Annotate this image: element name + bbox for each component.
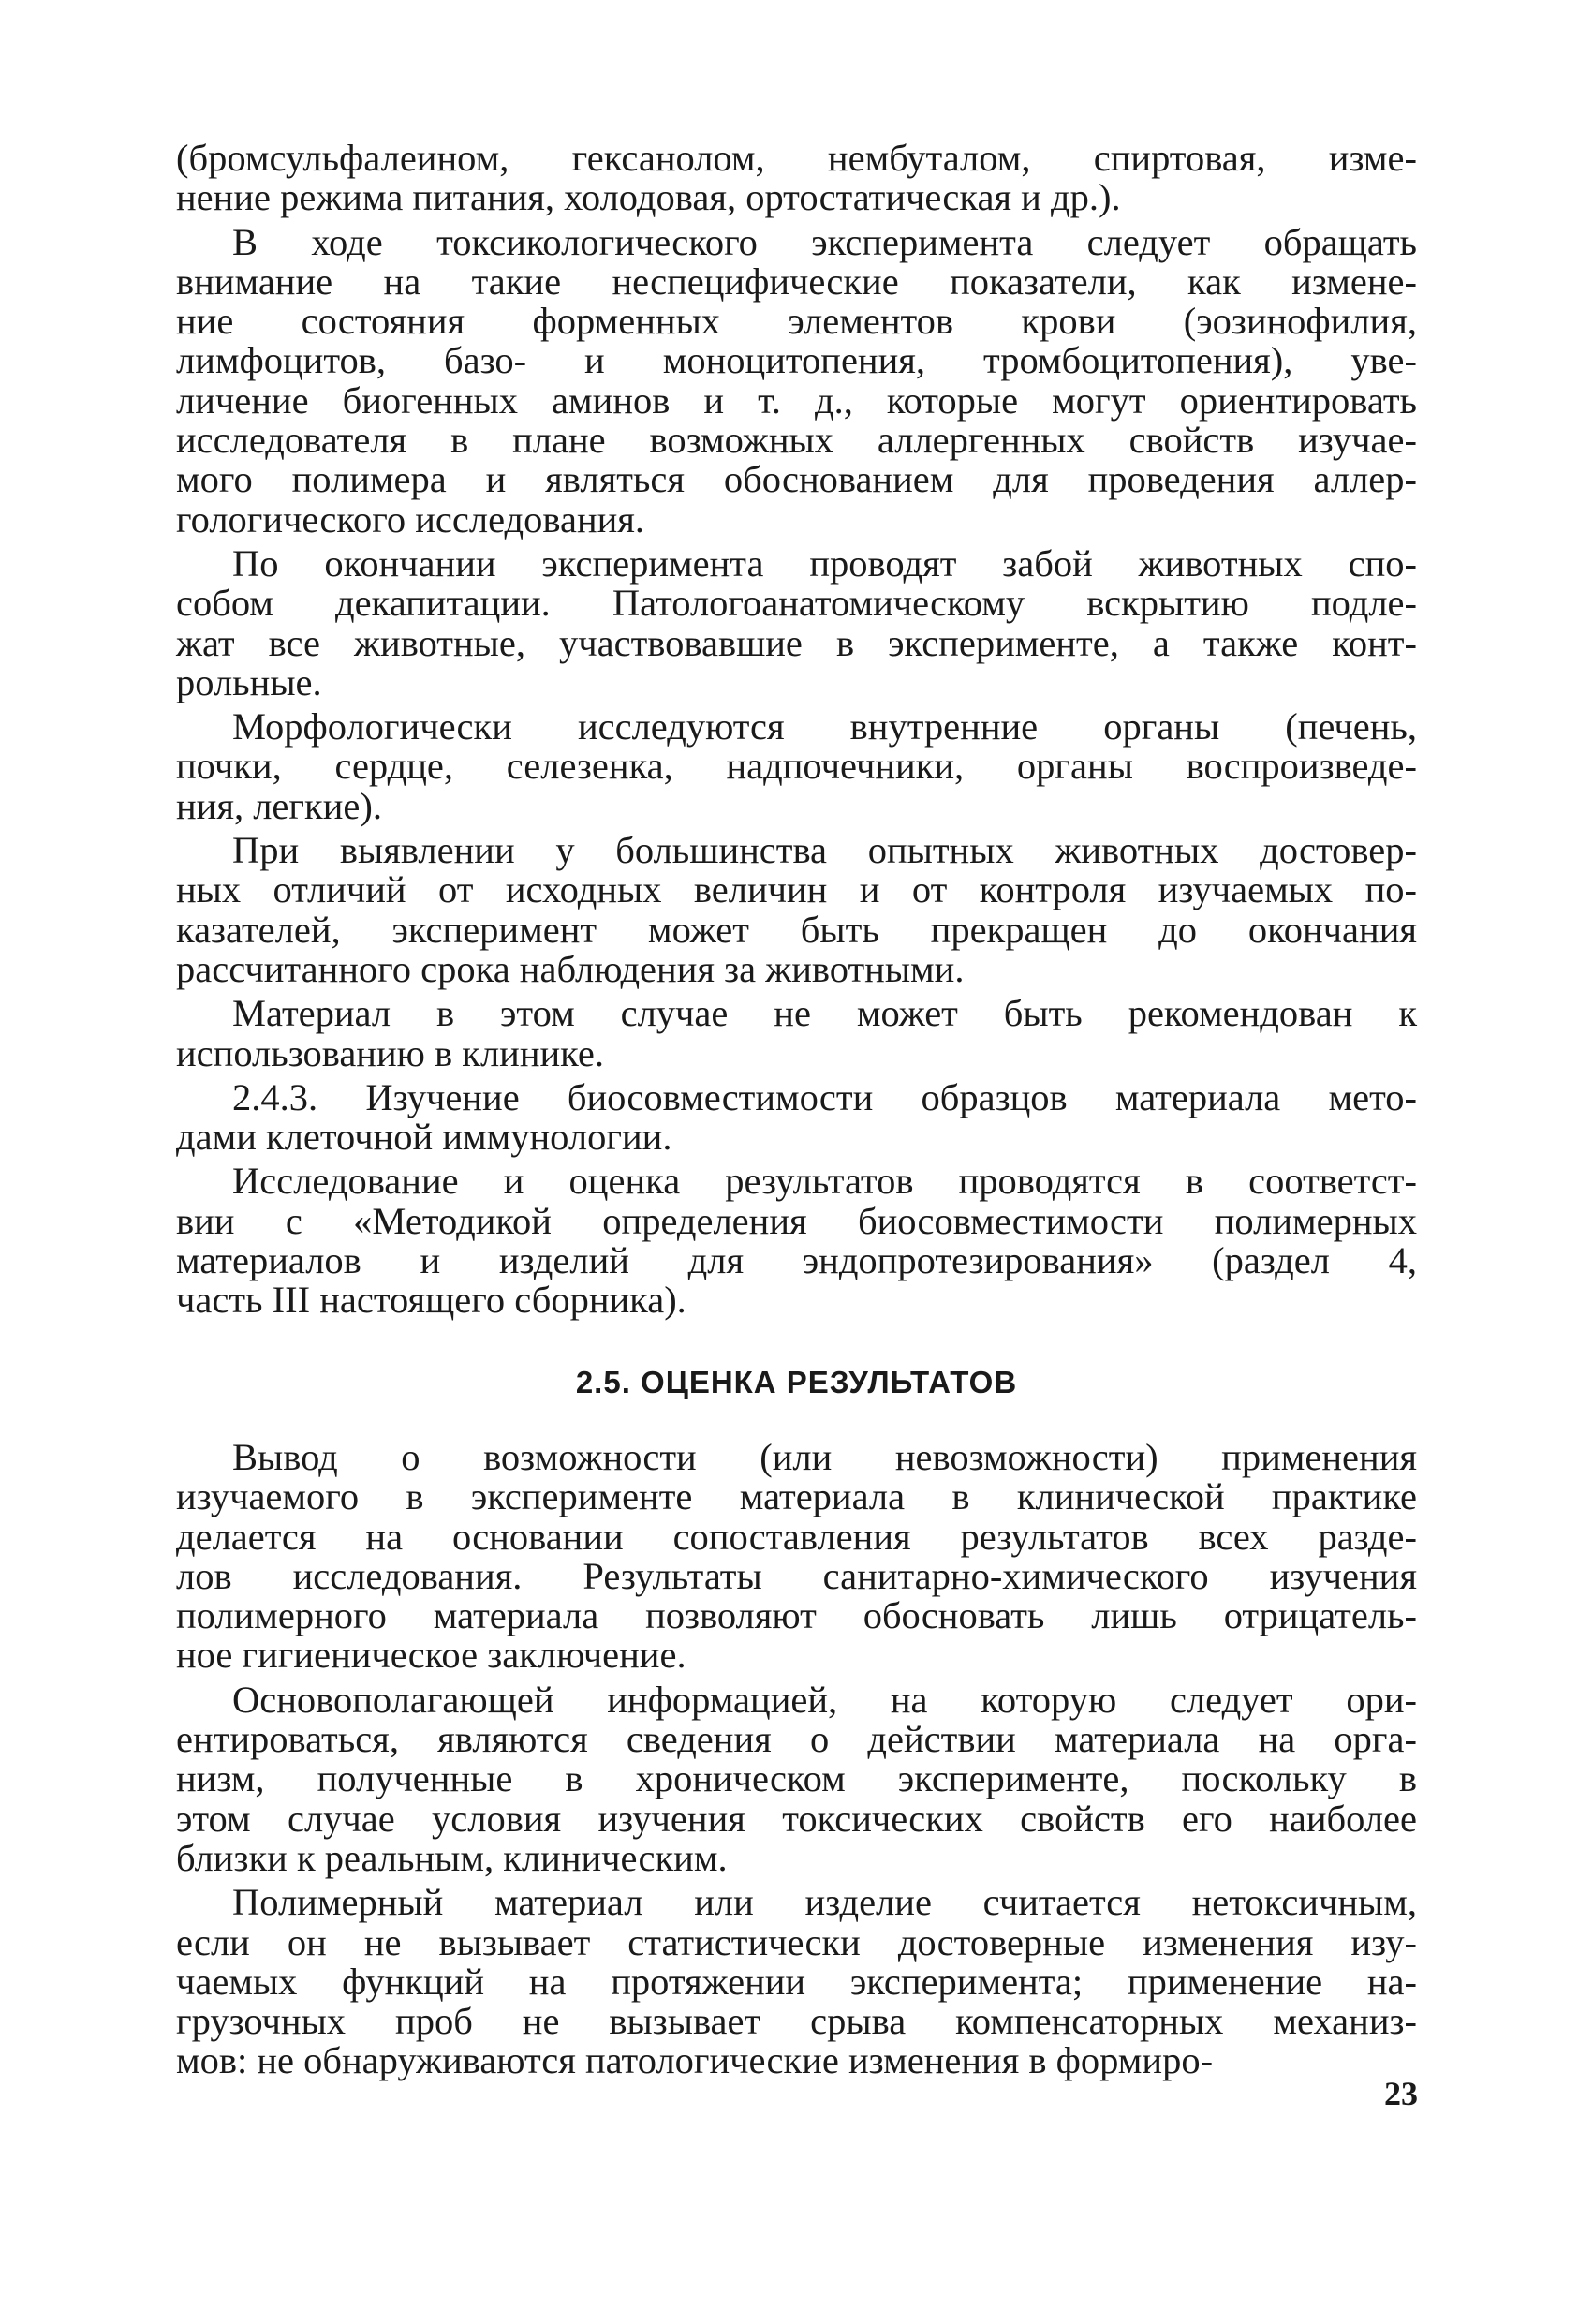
text-line: ное гигиеническое заключение. [176,1634,686,1677]
text-line: низм, полученные в хроническом эксперименте, поскольку в [176,1757,1417,1800]
text-line: ние состояния форменных элементов крови (эозинофилия, [176,300,1417,343]
text-block-lower [176,1438,1417,2081]
text-line: чаемых функций на протяжении эксперимента; применение на- [176,1960,1417,2003]
text-line: Морфологически исследуются внутренние органы (печень, [232,705,1417,748]
text-line: если он не вызывает статистически достоверные изменения изу- [176,1920,1417,1963]
text-line: внимание на такие неспецифические показатели, как измене- [176,259,1417,303]
paragraph [176,707,1417,826]
paragraph [176,1438,1417,1676]
text-line: Основополагающей информацией, на которую следует ори- [232,1678,1417,1721]
paragraph [176,1883,1417,2080]
text-line: По окончании эксперимента проводят забой животных спо- [232,541,1417,585]
text-line: казателей, эксперимент может быть прекращен до окончания [176,908,1417,951]
text-line: почки, сердце, селезенка, надпочечники, органы воспроизведе- [176,745,1417,788]
text-line: этом случае условия изучения токсических свойств его наиболее [176,1797,1417,1840]
text-line: ния, легкие). [176,784,382,827]
text-line: близки к реальным, клиническим. [176,1836,728,1879]
text-line: дами клеточной иммунологии. [176,1116,672,1159]
page-number: 23 [1384,2075,1418,2112]
section-heading: 2.5. ОЦЕНКА РЕЗУЛЬТАТОВ [575,1365,1018,1399]
text-line: ентироваться, являются сведения о действии материала на орга- [176,1718,1417,1761]
paragraph [176,1680,1417,1878]
text-line: рассчитанного срока наблюдения за животными. [176,947,965,990]
text-line: исследователя в плане возможных аллергенных свойств изучае- [176,419,1417,462]
text-line: При выявлении у большинства опытных животных достовер- [232,829,1417,872]
text-line: Вывод о возможности (или невозможности) применения [232,1436,1417,1478]
text-line: собом декапитации. Патологоанатомическому вскрытию подле- [176,582,1417,625]
paragraph [176,1162,1417,1320]
paragraph [176,831,1417,989]
text-line: гологического исследования. [176,497,645,540]
text-line: лимфоцитов, базо- и моноцитопения, тромбоцитопения), уве- [176,339,1417,382]
text-line: мого полимера и являться обоснованием для проведения аллер- [176,458,1417,501]
paragraph [176,1075,1417,1159]
text-line: жат все животные, участвовавшие в эксперименте, а также конт- [176,621,1417,664]
text-block-upper [176,139,1417,1321]
text-line: использованию в клинике. [176,1031,604,1074]
paragraph [176,220,1417,540]
text-line: нение режима питания, холодовая, ортостатическая и др.). [176,176,1121,219]
text-line: материалов и изделий для эндопротезирования» (раздел 4, [176,1239,1417,1282]
paragraph [176,541,1417,703]
text-line: Материал в этом случае не может быть рекомендован к [232,992,1417,1035]
text-line: В ходе токсикологического эксперимента следует обращать [232,220,1417,263]
text-line: 2.4.3. Изучение биосовместимости образцов материала мето- [232,1075,1417,1118]
text-line: ных отличий от исходных величин и от контроля изучаемых по- [176,868,1417,911]
text-line: полимерного материала позволяют обосновать лишь отрицатель- [176,1594,1417,1637]
text-line: делается на основании сопоставления результатов всех разде- [176,1515,1417,1558]
paragraph [176,139,1417,218]
text-line: Исследование и оценка результатов проводятся в соответст- [232,1160,1417,1203]
page-body [176,139,1417,1325]
paragraph [176,994,1417,1073]
text-line: лов исследования. Результаты санитарно-химического изучения [176,1554,1417,1597]
text-line: грузочных проб не вызывает срыва компенсаторных механиз- [176,2000,1417,2043]
text-line: личение биогенных аминов и т. д., которые могут ориентировать [176,378,1417,422]
text-line: вии с «Методикой определения биосовместимости полимерных [176,1199,1417,1242]
text-line: (бромсульфалеином, гексанолом, нембуталом, спиртовая, изме- [176,137,1417,179]
text-line: рольные. [176,660,322,703]
text-line: мов: не обнаруживаются патологические изменения в формиро- [176,2039,1214,2082]
text-line: изучаемого в эксперименте материала в клинической практике [176,1475,1417,1518]
text-line: Полимерный материал или изделие считается нетоксичным, [232,1881,1417,1924]
page-body-lower [176,1438,1417,2086]
text-line: часть III настоящего сборника). [176,1279,686,1322]
